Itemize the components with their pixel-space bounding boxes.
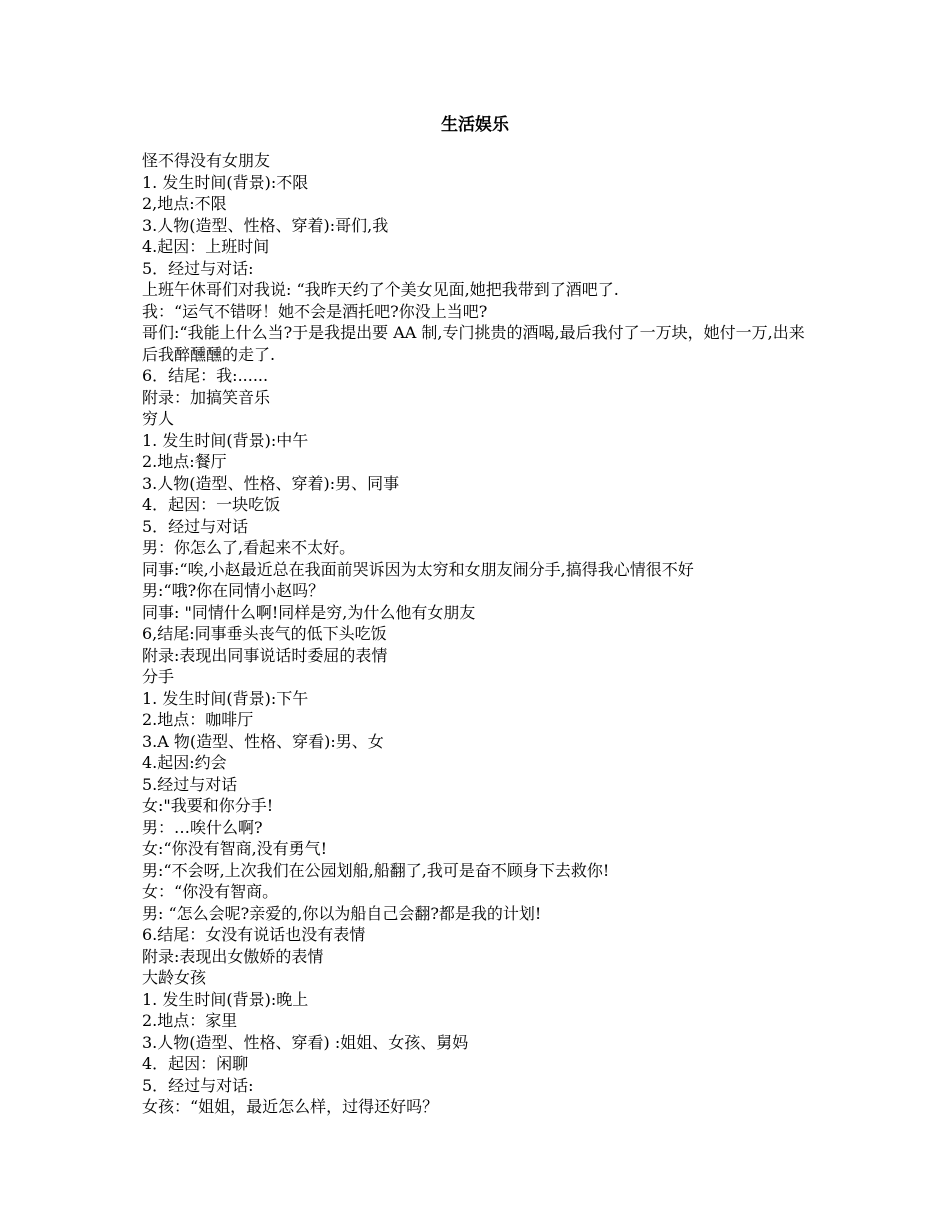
text-line: 我：“运气不错呀！她不会是酒托吧?你没上当吧?	[142, 301, 488, 321]
text-line: 6.结尾：女没有说话也没有表情	[142, 925, 366, 944]
text-line: 5．经过与对话:	[142, 258, 254, 278]
text-line: 6．结尾：我:......	[142, 366, 269, 385]
text-line: 2.地点:餐厅	[142, 452, 227, 471]
text-line: 女:“你没有智商,没有勇气!	[142, 839, 328, 858]
text-line: 大龄女孩	[142, 968, 207, 987]
text-line: 穷人	[142, 409, 175, 428]
text-line: 4.起因：上班时间	[142, 237, 270, 256]
text-line: 分手	[142, 667, 175, 686]
text-line: 5．经过与对话	[142, 516, 249, 536]
text-line: 上班午休哥们对我说: “我昨天约了个美女见面,她把我带到了酒吧了.	[142, 280, 619, 299]
text-line: 2,地点:不限	[142, 194, 227, 213]
text-line: 女孩：“姐姐，最近怎么样，过得还好吗？	[142, 1097, 439, 1116]
text-line: 怪不得没有女朋友	[142, 151, 271, 170]
text-line: 5．经过与对话:	[142, 1075, 254, 1095]
text-line: 男:“不会呀,上次我们在公园划船,船翻了,我可是奋不顾身下去救你!	[142, 860, 610, 880]
text-line: 女:"我要和你分手!	[142, 796, 274, 815]
text-line: 同事:“唉,小赵最近总在我面前哭诉因为太穷和女朋友闹分手,搞得我心情很不好	[142, 559, 694, 579]
text-line: 3.人物(造型、性格、穿着):哥们,我	[142, 215, 389, 235]
text-line: 1. 发生时间(背景):中午	[142, 430, 309, 450]
text-line: 5.经过与对话	[142, 774, 238, 794]
text-line: 3.人物(造型、性格、穿看) :姐姐、女孩、舅妈	[142, 1032, 469, 1052]
text-line: 男：…唉什么啊?	[142, 817, 263, 837]
text-line: 4．起因：闲聊	[142, 1054, 249, 1073]
text-line: 2.地点：家里	[142, 1011, 238, 1030]
text-line: 2.地点：咖啡厅	[142, 710, 254, 729]
text-line: 4．起因：一块吃饭	[142, 495, 281, 514]
text-line: 1. 发生时间(背景):下午	[142, 688, 309, 708]
document-body	[142, 150, 812, 1118]
document-title: 生活娱乐	[441, 115, 509, 135]
text-line: 男:“哦?你在同情小赵吗？	[142, 581, 325, 600]
text-line: 附录：加搞笑音乐	[142, 387, 271, 407]
text-line: 同事: "同情什么啊!同样是穷,为什么他有女朋友	[142, 602, 476, 622]
text-line: 6,结尾:同事垂头丧气的低下头吃饭	[142, 624, 387, 643]
text-line: 女：“你没有智商。	[142, 882, 279, 901]
text-line: 1. 发生时间(背景):不限	[142, 172, 309, 192]
text-line: 3.A 物(造型、性格、穿看):男、女	[142, 731, 384, 751]
text-line: 附录:表现出女傲娇的表情	[142, 946, 324, 966]
text-line: 1. 发生时间(背景):晚上	[142, 989, 309, 1009]
text-line: 哥们:“我能上什么当?于是我提出要 AA 制,专门挑贵的酒喝,最后我付了一万块，她付一万,出来后我醉醺醺的走了.	[142, 323, 805, 364]
text-line: 男：你怎么了,看起来不太好。	[142, 538, 356, 557]
text-line: 附录:表现出同事说话时委屈的表情	[142, 645, 388, 665]
text-line: 男: “怎么会呢?亲爱的,你以为船自己会翻?都是我的计划!	[142, 903, 542, 923]
text-line: 4.起因:约会	[142, 753, 227, 772]
text-line: 3.人物(造型、性格、穿着):男、同事	[142, 473, 400, 493]
